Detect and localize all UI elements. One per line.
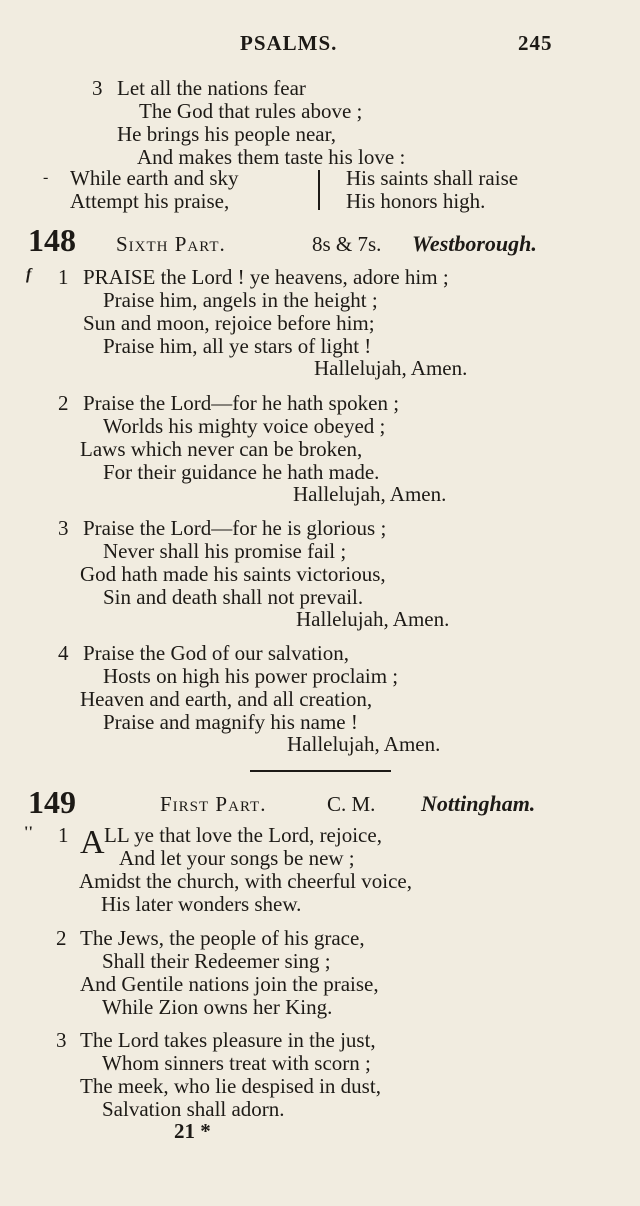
split-left-line: While earth and sky [70, 166, 239, 190]
verse-line: Whom sinners treat with scorn ; [102, 1051, 371, 1075]
verse-line: Sun and moon, rejoice before him; [83, 311, 375, 335]
verse-line: Praise and magnify his name ! [103, 710, 358, 734]
verse-number: 4 [58, 641, 69, 665]
verse-line: He brings his people near, [117, 122, 337, 146]
verse-line: Worlds his mighty voice obeyed ; [103, 414, 386, 438]
verse-line: For their guidance he hath made. [103, 460, 380, 484]
verse-line: God hath made his saints victorious, [80, 562, 386, 586]
verse-line: Sin and death shall not prevail. [103, 585, 364, 609]
verse-line: Heaven and earth, and all creation, [80, 687, 373, 711]
verse-line: Salvation shall adorn. [102, 1097, 285, 1121]
verse-line: And makes them taste his love : [137, 145, 406, 169]
verse-line: Let all the nations fear [117, 76, 306, 100]
split-divider [318, 170, 320, 210]
verse-line: Praise the God of our salvation, [83, 641, 349, 665]
verse-number: 3 [56, 1028, 67, 1052]
verse-line: The meek, who lie despised in dust, [80, 1074, 381, 1098]
page-number: 245 [518, 31, 553, 55]
split-left-line: Attempt his praise, [70, 189, 230, 213]
verse-number: 1 [58, 265, 69, 289]
tune-name: Nottingham. [421, 791, 536, 816]
drop-cap: A [80, 824, 105, 861]
psalm-meter: C. M. [327, 792, 376, 816]
verse-line: Praise him, angels in the height ; [103, 288, 378, 312]
verse-line: And Gentile nations join the praise, [80, 972, 379, 996]
verse-number: 2 [58, 391, 69, 415]
verse-line: The God that rules above ; [139, 99, 363, 123]
verse-line: Praise him, all ye stars of light ! [103, 334, 372, 358]
verse-number: 3 [92, 76, 103, 100]
split-right-line: His honors high. [346, 189, 486, 213]
verse-line: The Jews, the people of his grace, [80, 926, 365, 950]
verse-line: Praise the Lord—for he hath spoken ; [83, 391, 400, 415]
verse-line: While Zion owns her King. [102, 995, 333, 1019]
signature-mark: 21 * [174, 1119, 211, 1143]
verse-line: Praise the Lord—for he is glorious ; [83, 516, 387, 540]
psalm-part: Sixth Part. [116, 232, 226, 256]
verse-line: Never shall his promise fail ; [103, 539, 347, 563]
verse-line: PRAISE the Lord ! ye heavens, adore him ; [83, 265, 449, 289]
verse-line: The Lord takes pleasure in the just, [80, 1028, 376, 1052]
verse-line: Hosts on high his power proclaim ; [103, 664, 399, 688]
section-divider [250, 770, 391, 772]
verse-line: Amidst the church, with cheerful voice, [79, 869, 412, 893]
refrain-line: Hallelujah, Amen. [293, 482, 447, 506]
verse-line: His later wonders shew. [101, 892, 302, 916]
verse-line: Laws which never can be broken, [80, 437, 363, 461]
psalm-number: 149 [28, 784, 76, 820]
verse-line: And let your songs be new ; [119, 846, 355, 870]
verse-number: 2 [56, 926, 67, 950]
verse-number: 3 [58, 516, 69, 540]
tune-name: Westborough. [412, 231, 537, 256]
running-head: PSALMS. [240, 31, 338, 55]
verse-number: 1 [58, 823, 69, 847]
margin-mark: '' [24, 824, 33, 841]
dynamic-mark: f [26, 266, 32, 283]
refrain-line: Hallelujah, Amen. [314, 356, 468, 380]
psalm-part: First Part. [160, 792, 267, 816]
split-right-line: His saints shall raise [346, 166, 519, 190]
verse-line: Shall their Redeemer sing ; [102, 949, 331, 973]
psalm-meter: 8s & 7s. [312, 232, 382, 256]
refrain-line: Hallelujah, Amen. [296, 607, 450, 631]
refrain-line: Hallelujah, Amen. [287, 732, 441, 756]
margin-mark: - [43, 169, 49, 186]
verse-line: LL ye that love the Lord, rejoice, [104, 823, 382, 847]
psalm-number: 148 [28, 222, 76, 258]
